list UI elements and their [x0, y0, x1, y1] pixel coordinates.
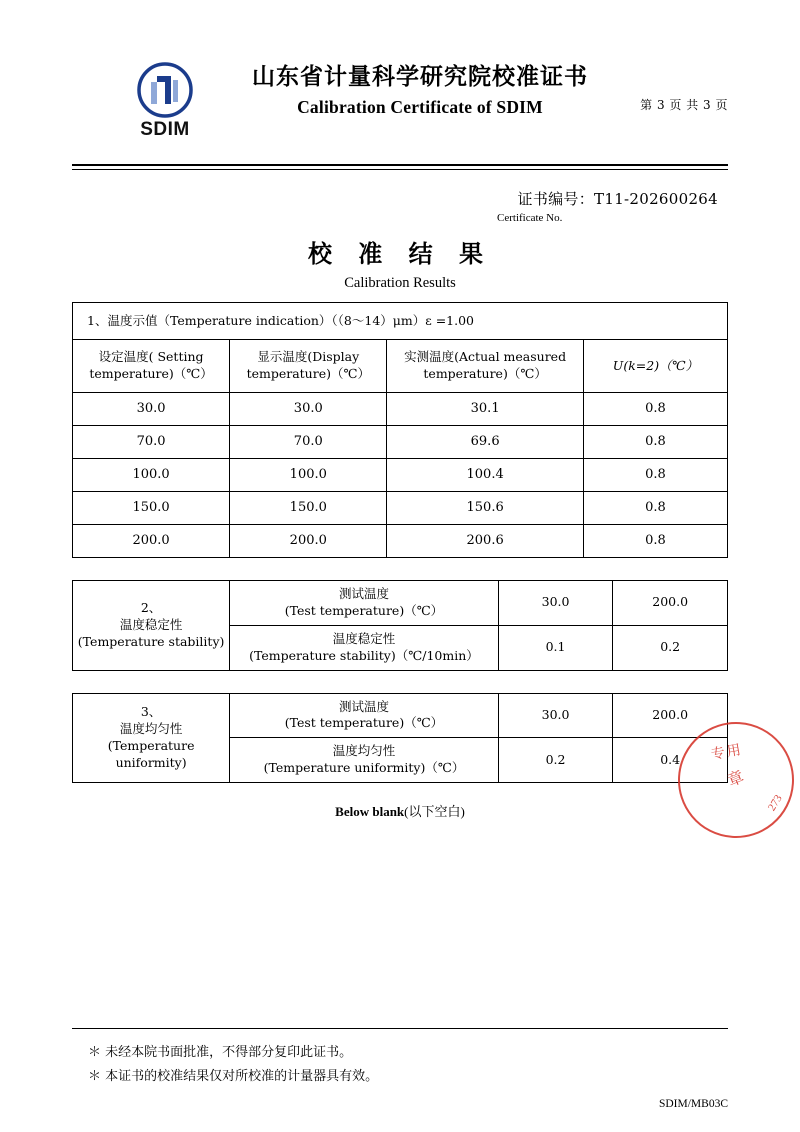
sdim-logo	[124, 62, 206, 140]
seal-line-2: 章	[724, 766, 747, 791]
cell-actual: 30.1	[387, 393, 584, 426]
column-header-uncertainty	[583, 340, 727, 393]
cell-uncertainty: 0.8	[583, 426, 727, 459]
cell-actual: 69.6	[387, 426, 584, 459]
table-row	[73, 492, 728, 525]
cell-actual: 200.6	[387, 525, 584, 558]
column-header-actual-temp	[387, 340, 584, 393]
logo-wordmark: SDIM	[140, 119, 190, 140]
certificate-number-label: 证书编号：	[517, 190, 595, 208]
col-line: 设定温度( Setting	[98, 349, 204, 365]
label-line: (Temperature stability)（℃/10min）	[249, 647, 479, 663]
logo-icon	[137, 62, 193, 118]
cell-display: 30.0	[230, 393, 387, 426]
table-row	[73, 525, 728, 558]
table-row	[73, 340, 728, 393]
label-line: 温度均匀性	[332, 743, 396, 759]
col-line: temperature)（℃）	[423, 366, 547, 381]
footer-divider	[72, 1028, 728, 1029]
section2-row1-label	[230, 581, 499, 626]
temperature-stability-table	[72, 580, 728, 671]
col-line: temperature)（℃）	[89, 366, 213, 381]
section2-row2-value1: 0.1	[498, 625, 613, 670]
below-blank-note	[72, 801, 728, 820]
column-header-display-temp	[230, 340, 387, 393]
document-footer	[72, 1028, 728, 1110]
label-line: (Test temperature)（℃）	[284, 602, 444, 618]
section3-row2-value2: 0.4	[613, 738, 728, 783]
certificate-number-value: T11-202600264	[594, 190, 718, 208]
header-divider	[72, 164, 728, 170]
cell-uncertainty: 0.8	[583, 459, 727, 492]
footer-note-1: ＊ 未经本院书面批准，不得部分复印此证书。	[88, 1044, 353, 1060]
section2-row2-label	[230, 625, 499, 670]
section3-row1-value1: 30.0	[498, 693, 613, 738]
certificate-number-en: Certificate No.	[497, 212, 563, 224]
cell-uncertainty: 0.8	[583, 393, 727, 426]
table-row	[73, 581, 728, 626]
label-line: 温度稳定性	[332, 630, 396, 646]
table-row	[73, 693, 728, 738]
footer-form-code: SDIM/MB03C	[658, 1098, 728, 1110]
footer-note-2: ＊ 本证书的校准结果仅对所校准的计量器具有效。	[88, 1069, 379, 1085]
table-row	[73, 303, 728, 340]
section3-row2-label	[230, 738, 499, 783]
document-header	[72, 0, 728, 154]
below-blank-en: Below blank	[335, 804, 405, 819]
document-title-cn: 山东省计量科学研究院校准证书	[252, 63, 588, 90]
cell-uncertainty: 0.8	[583, 525, 727, 558]
section3-row1-value2: 200.0	[613, 693, 728, 738]
label-line: uniformity)	[115, 754, 187, 770]
col-line: 显示温度(Display	[257, 349, 360, 365]
section3-row2-value1: 0.2	[498, 738, 613, 783]
certificate-number-block	[72, 188, 728, 224]
label-line: 温度均匀性	[119, 720, 183, 736]
cell-setting: 100.0	[73, 459, 230, 492]
label-line: 测试温度	[338, 698, 389, 714]
col-line: U(k=2)（℃）	[612, 357, 699, 373]
document-title-en: Calibration Certificate of SDIM	[297, 96, 543, 117]
cell-setting: 200.0	[73, 525, 230, 558]
below-blank-cn: (以下空白)	[404, 804, 465, 819]
cell-display: 150.0	[230, 492, 387, 525]
section2-row2-value2: 0.2	[613, 625, 728, 670]
label-line: (Temperature uniformity)（℃）	[263, 760, 465, 776]
section2-row1-value2: 200.0	[613, 581, 728, 626]
cell-actual: 150.6	[387, 492, 584, 525]
section3-row1-label	[230, 693, 499, 738]
cell-setting: 30.0	[73, 393, 230, 426]
label-line: (Temperature	[107, 737, 195, 753]
cell-setting: 70.0	[73, 426, 230, 459]
label-line: 2、	[140, 599, 162, 615]
seal-line-3: 273	[765, 792, 785, 814]
section2-row1-value1: 30.0	[498, 581, 613, 626]
temperature-indication-table	[72, 302, 728, 558]
cell-display: 200.0	[230, 525, 387, 558]
cell-display: 70.0	[230, 426, 387, 459]
label-line: 温度稳定性	[119, 616, 183, 632]
table-row	[73, 393, 728, 426]
cell-setting: 150.0	[73, 492, 230, 525]
label-line: 测试温度	[338, 586, 389, 601]
results-title-en: Calibration Results	[344, 275, 456, 291]
label-line: (Test temperature)（℃）	[284, 715, 444, 731]
temperature-uniformity-table	[72, 693, 728, 784]
section1-caption: 1、温度示值（Temperature indication）（（8～14）μm）ε =1.00	[73, 303, 728, 340]
results-title-cn: 校 准 结 果	[307, 239, 493, 268]
section3-label	[73, 693, 230, 783]
cell-uncertainty: 0.8	[583, 492, 727, 525]
table-row	[73, 426, 728, 459]
table-row	[73, 459, 728, 492]
section2-label	[73, 581, 230, 671]
cell-actual: 100.4	[387, 459, 584, 492]
page-indicator: 第 3 页 共 3 页	[640, 98, 728, 112]
seal-line-1: 专用	[709, 741, 745, 764]
col-line: 实测温度(Actual measured	[404, 349, 567, 365]
col-line: temperature)（℃）	[246, 366, 370, 381]
column-header-setting-temp	[73, 340, 230, 393]
cell-display: 100.0	[230, 459, 387, 492]
label-line: (Temperature stability)	[77, 633, 225, 649]
label-line: 3、	[140, 704, 162, 719]
